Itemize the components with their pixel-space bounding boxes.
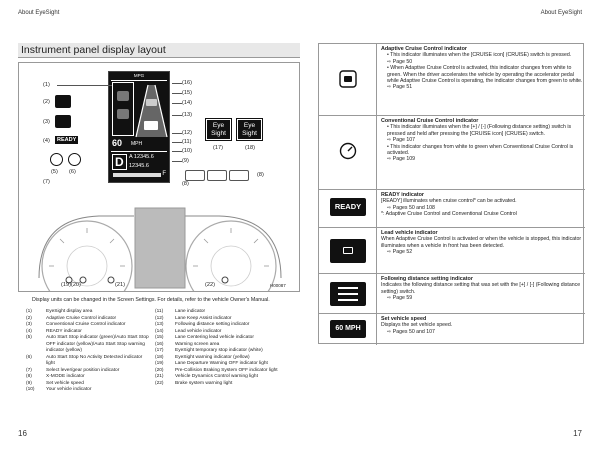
callout-15: (15) — [182, 90, 192, 96]
row-title: Lead vehicle indicator — [381, 230, 438, 236]
fuel-label: F — [162, 171, 166, 177]
instrument-cluster-figure — [18, 62, 300, 292]
set-speed-value: 60 — [112, 138, 123, 148]
legend-text: Select lever/gear position indicator — [46, 367, 120, 373]
legend-number: (22) — [155, 380, 164, 386]
callout-6: (6) — [69, 169, 76, 175]
odometer-main: 12345.6 — [129, 163, 149, 169]
auto-start-stop-no-activity-icon — [68, 153, 81, 166]
header-left: About EyeSight — [18, 10, 60, 16]
row-text: Set vehicle speed Displays the set vehicle speed. ⇨ Pages 50 and 107 — [381, 316, 453, 335]
legend-text: Adaptive Cruise Control indicator — [46, 315, 117, 321]
legend-number: (6) — [26, 354, 32, 360]
cluster-display-screen — [108, 71, 170, 183]
legend-number: (8) — [26, 374, 32, 379]
legend-number: (7) — [26, 367, 32, 373]
following-distance-indicator-icon — [330, 282, 366, 306]
table-row — [319, 190, 585, 228]
legend-number: (16) — [155, 341, 164, 347]
lead-vehicle-indicator-icon — [330, 239, 366, 263]
legend-number: (5) — [26, 335, 32, 340]
callout-16: (16) — [182, 80, 192, 86]
callout-22: (22) — [205, 282, 215, 288]
callout-21: (21) — [115, 282, 125, 288]
legend-number: (20) — [155, 367, 164, 373]
adaptive-cruise-indicator-icon — [339, 70, 357, 88]
callout-7: (7) — [43, 179, 50, 185]
row-title: Following distance setting indicator — [381, 276, 473, 282]
callout-9: (9) — [182, 158, 189, 164]
legend-text: Vehicle Dynamics Control warning light — [175, 374, 258, 379]
legend-text: Lane indicator — [175, 309, 206, 314]
conventional-cruise-indicator-icon — [339, 142, 357, 160]
header-right: About EyeSight — [540, 10, 582, 16]
legend-number: (13) — [155, 322, 164, 327]
lane-view-graphic — [134, 81, 169, 139]
page-number-left: 16 — [18, 429, 27, 438]
legend-left — [26, 309, 149, 394]
callout-12: (12) — [182, 130, 192, 136]
figure-caption: Display units can be changed in the Screen Settings. For details, refer to the vehicle Owner's Manual. — [32, 297, 270, 303]
legend-text: Brake system warning light — [175, 380, 233, 386]
ready-indicator: READY — [57, 137, 77, 143]
odometer-trip: A 12345.6 — [129, 154, 154, 160]
legend-number: (21) — [155, 374, 164, 379]
legend-number: (12) — [155, 315, 164, 321]
row-text: Lead vehicle indicator When Adaptive Cruise Control is activated or when the vehicle is stopped, this indicator illuminates when a vehicle in front has been detected. ⇨ Page 52 — [381, 230, 582, 256]
callout-18: (18) — [245, 145, 255, 151]
row-text: Adaptive Cruise Control indicator • This indicator illuminates when the [CRUISE icon] (CRUISE) switch is pressed. ⇨ Page 50 • When Adaptive Cruise Control is activated, this indicator changes from white to green. When the driver accelerates the vehicle by operating the accelerator pedal while Adaptive Cruise Control is operating, the indicator changes from green to white. ⇨ Page 51 — [381, 46, 583, 91]
legend-text: Lane Keep Assist indicator — [175, 315, 232, 321]
row-text: Following distance setting indicator Indicates the following distance setting that was set with the [+] / [-] (Following distance setting) switch. ⇨ Page 59 — [381, 276, 581, 302]
legend-number: (11) — [155, 309, 164, 314]
legend-number: (2) — [26, 315, 32, 321]
legend-item — [26, 387, 149, 394]
eyesight-temporary-stop-indicator: Eye Sight — [206, 119, 231, 140]
following-distance-icon-1 — [185, 170, 205, 181]
callout-13: (13) — [182, 112, 192, 118]
gauge-cluster-outline — [19, 198, 300, 292]
legend-text: Your vehicle indicator — [46, 387, 92, 392]
callout-8: (8) — [182, 181, 189, 187]
callout-2: (2) — [43, 99, 50, 105]
legend-text: Auto Start Stop indicator (green)/Auto Start Stop — [46, 335, 149, 340]
legend-number: (19) — [155, 361, 164, 366]
callout-19-20: (19)(20) — [61, 282, 81, 288]
legend-number: (4) — [26, 328, 32, 334]
legend-item — [155, 381, 278, 388]
callout-10: (10) — [182, 148, 192, 154]
mpg-label: MPG — [133, 73, 145, 78]
callout-11: (11) — [182, 139, 192, 145]
ready-indicator-icon: READY — [330, 198, 366, 216]
row-title: READY indicator — [381, 192, 425, 198]
conventional-cruise-icon — [55, 115, 71, 128]
callout-1: (1) — [43, 82, 50, 88]
legend-number: (14) — [155, 328, 164, 334]
legend-text: EyeSight display area — [46, 309, 93, 314]
row-text: Conventional Cruise Control indicator • This indicator illuminates when the [+] / [-] (Following distance setting) switch is pressed and held after pressing the [CRUISE icon] (CRUISE) switch. ⇨ Page 107 • This indicator changes from white to green when Conventional Cruise Control is activated. ⇨ Page 109 — [381, 118, 574, 163]
legend-text: Lane Departure Warning OFF indicator light — [175, 361, 268, 366]
table-row — [319, 228, 585, 274]
row-title: Adaptive Cruise Control indicator — [381, 46, 467, 52]
row-title: Conventional Cruise Control indicator — [381, 118, 479, 124]
figure-code: H00087 — [270, 283, 286, 288]
legend-right — [155, 309, 278, 387]
legend-text: X-MODE indicator — [46, 374, 85, 379]
set-speed-unit: MPH — [131, 141, 143, 147]
row-text: READY indicator [READY] illuminates when cruise control* can be activated. ⇨ Pages 50 and 108 *: Adaptive Cruise Control and Conventional Cruise Control — [381, 192, 517, 218]
row-title: Set vehicle speed — [381, 316, 427, 322]
eyesight-display-area — [112, 82, 134, 136]
auto-start-stop-icon — [50, 153, 63, 166]
eyesight-warning-indicator: Eye Sight — [237, 119, 262, 140]
indicator-table — [318, 43, 584, 344]
table-row — [319, 314, 585, 345]
following-distance-icon-2 — [207, 170, 227, 181]
legend-text: Lane Centering lead vehicle indicator — [175, 335, 254, 340]
table-row — [319, 274, 585, 314]
section-title: Instrument panel display layout — [18, 43, 300, 58]
adaptive-cruise-icon — [55, 95, 71, 108]
table-row — [319, 116, 585, 190]
legend-text: Pre-Collision Braking System OFF indicator light — [175, 367, 278, 373]
legend-text: Auto Start Stop No Activity Detected indicator — [46, 354, 143, 360]
page-number-right: 17 — [573, 429, 582, 438]
legend-number: (1) — [26, 309, 32, 314]
legend-text: OFF indicator (yellow)/Auto Start Stop warning — [46, 341, 145, 347]
legend-text: Following distance setting indicator — [175, 322, 250, 327]
legend-number: (18) — [155, 354, 164, 360]
legend-text: Set vehicle speed — [46, 380, 84, 386]
legend-number: (10) — [26, 387, 35, 392]
legend-number: (15) — [155, 335, 164, 340]
legend-number: (17) — [155, 348, 164, 353]
legend-text: EyeSight warning indicator (yellow) — [175, 354, 250, 360]
legend-number: (3) — [26, 322, 32, 327]
callout-5: (5) — [51, 169, 58, 175]
callout-14: (14) — [182, 100, 192, 106]
callout-3: (3) — [43, 119, 50, 125]
callout-8b: (8) — [257, 172, 264, 178]
set-speed-indicator-icon: 60 MPH — [330, 320, 366, 338]
gear-position-indicator: D — [112, 154, 127, 170]
legend-text: Conventional Cruise Control indicator — [46, 322, 126, 327]
table-row — [319, 44, 585, 116]
legend-text: Warning screen area — [175, 341, 220, 347]
legend-text: Lead vehicle indicator — [175, 328, 222, 334]
legend-text: READY indicator — [46, 328, 82, 334]
legend-text: indicator (yellow) — [46, 348, 82, 353]
following-distance-icon-3 — [229, 170, 249, 181]
callout-4: (4) — [43, 138, 50, 144]
legend-text: light — [46, 361, 55, 366]
legend-number: (9) — [26, 380, 32, 386]
callout-17: (17) — [213, 145, 223, 151]
legend-text: EyeSight temporary stop indicator (white) — [175, 348, 263, 353]
